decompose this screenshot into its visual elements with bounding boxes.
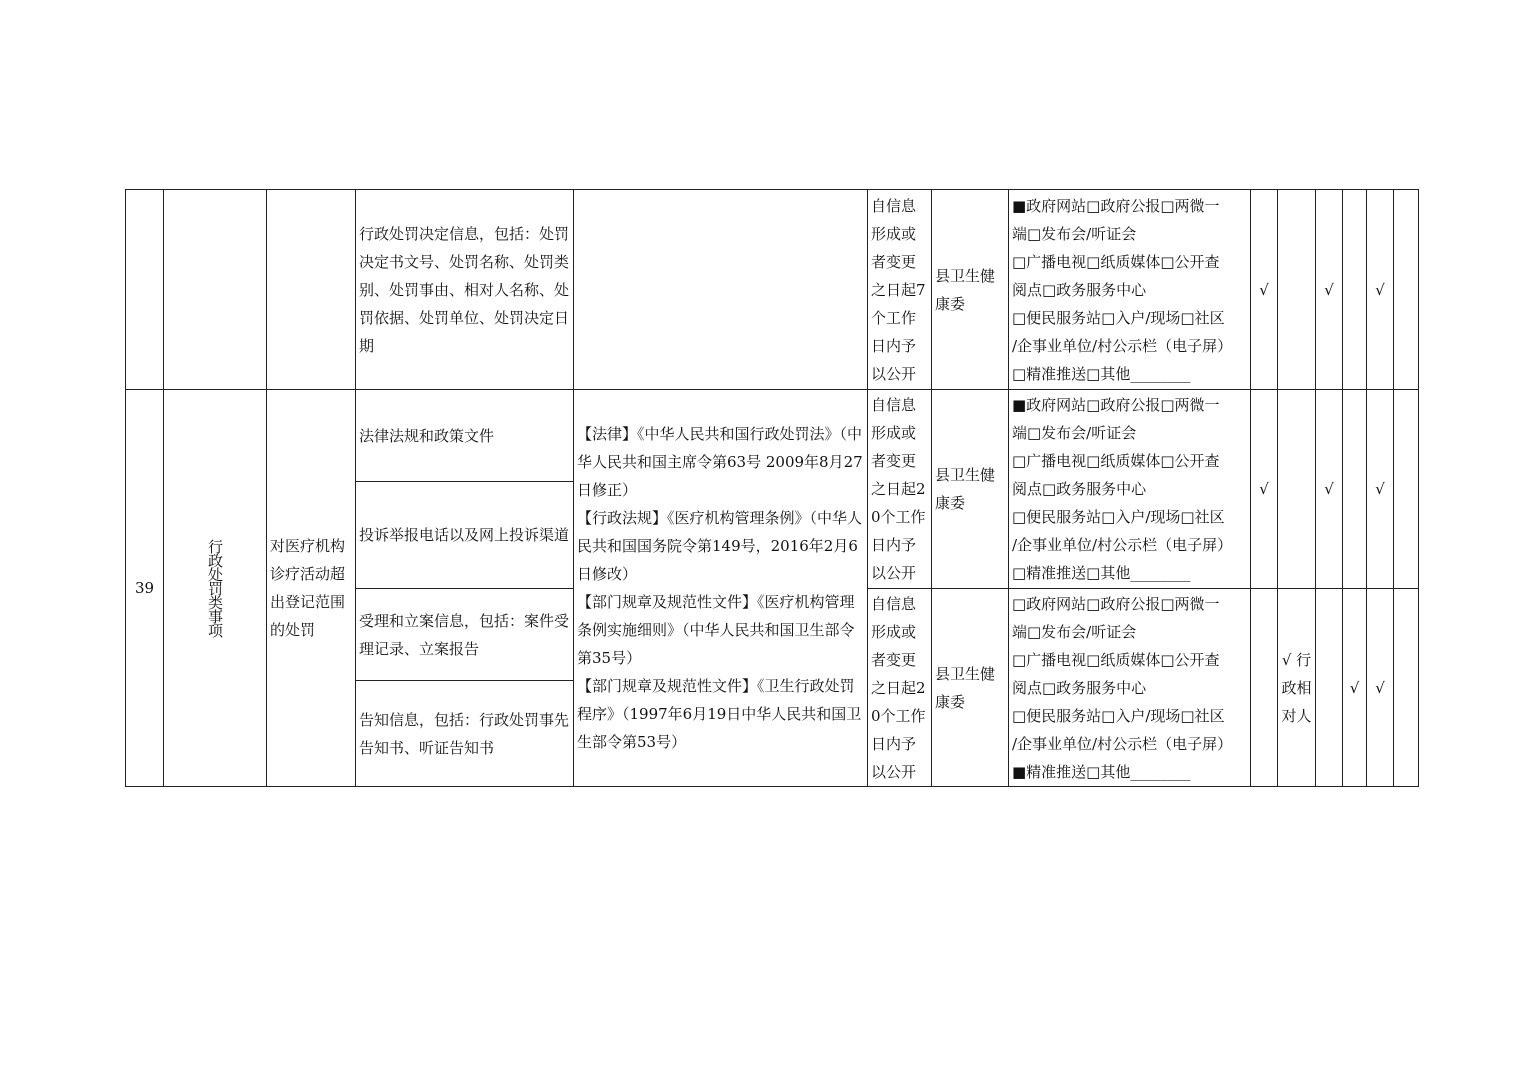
time-limit-cell: 自信息形成或者变更之日起20个工作日内予以公开: [868, 390, 932, 589]
check-cell: [1251, 589, 1278, 787]
check-cell: [1278, 190, 1316, 390]
check-cell: [1394, 190, 1419, 390]
content-cell: 行政处罚决定信息，包括：处罚决定书文号、处罚名称、处罚类别、处罚事由、相对人名称、处罚依据、处罚单位、处罚决定日期: [356, 190, 574, 390]
channels-cell: ■政府网站□政府公报□两微一 端□发布会/听证会 □广播电视□纸质媒体□公开查 阅点□政务服务中心 □便民服务站□入户/现场□社区 /企事业单位/村公示栏（电子屏） □精准推送□其他________: [1009, 190, 1251, 390]
check-cell: [1316, 589, 1343, 787]
category-cell: [164, 390, 267, 787]
channels-cell: □政府网站□政府公报□两微一 端□发布会/听证会 □广播电视□纸质媒体□公开查 阅点□政务服务中心 □便民服务站□入户/现场□社区 /企事业单位/村公示栏（电子屏） ■精准推送□其他________: [1009, 589, 1251, 787]
check-cell: √: [1343, 589, 1367, 787]
check-cell: √: [1251, 190, 1278, 390]
check-cell: √: [1251, 390, 1278, 589]
number-cell: [126, 190, 164, 390]
check-cell: √: [1316, 190, 1343, 390]
check-cell: √ 行政相对人: [1278, 589, 1316, 787]
item-cell: 对医疗机构诊疗活动超出登记范围的处罚: [267, 390, 356, 787]
check-cell: [1343, 190, 1367, 390]
channels-cell: ■政府网站□政府公报□两微一 端□发布会/听证会 □广播电视□纸质媒体□公开查 阅点□政务服务中心 □便民服务站□入户/现场□社区 /企事业单位/村公示栏（电子屏） □精准推送□其他________: [1009, 390, 1251, 589]
content-cell: 受理和立案信息，包括：案件受理记录、立案报告: [356, 589, 574, 681]
department-cell: 县卫生健康委: [932, 190, 1009, 390]
content-cell: 法律法规和政策文件: [356, 390, 574, 482]
category-label: 行政处罚类事项: [206, 539, 224, 637]
time-limit-cell: 自信息形成或者变更之日起20个工作日内予以公开: [868, 589, 932, 787]
check-cell: √: [1367, 390, 1394, 589]
department-cell: 县卫生健康委: [932, 589, 1009, 787]
time-limit-cell: 自信息形成或者变更之日起7个工作日内予以公开: [868, 190, 932, 390]
check-cell: [1343, 390, 1367, 589]
basis-cell: [574, 190, 868, 390]
check-cell: √: [1367, 589, 1394, 787]
check-cell: [1394, 589, 1419, 787]
basis-cell: 【法律】《中华人民共和国行政处罚法》（中华人民共和国主席令第63号 2009年8月27日修正） 【行政法规】《医疗机构管理条例》（中华人民共和国国务院令第149号，2016年2月6日修改） 【部门规章及规范性文件】《医疗机构管理条例实施细则》（中华人民共和国卫生部令第35号） 【部门规章及规范性文件】《卫生行政处罚程序》（1997年6月19日中华人民共和国卫生部令第53号）: [574, 390, 868, 787]
table-row: [126, 390, 1419, 482]
check-cell: √: [1367, 190, 1394, 390]
table-row: [126, 190, 1419, 390]
disclosure-table: [125, 189, 1419, 787]
check-cell: √: [1316, 390, 1343, 589]
check-cell: [1278, 390, 1316, 589]
content-cell: 告知信息，包括：行政处罚事先告知书、听证告知书: [356, 681, 574, 787]
category-cell: [164, 190, 267, 390]
item-cell: [267, 190, 356, 390]
department-cell: 县卫生健康委: [932, 390, 1009, 589]
number-cell: 39: [126, 390, 164, 787]
check-cell: [1394, 390, 1419, 589]
content-cell: 投诉举报电话以及网上投诉渠道: [356, 482, 574, 589]
